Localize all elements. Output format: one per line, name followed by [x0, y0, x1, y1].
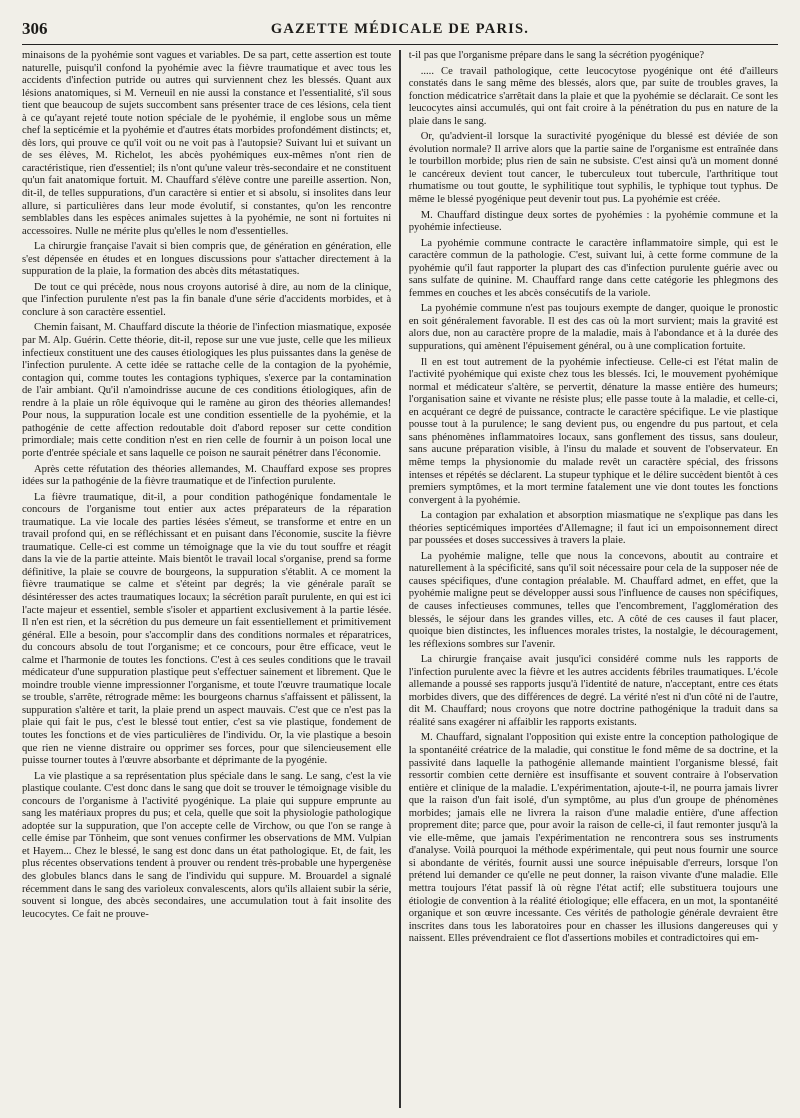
column-divider — [399, 50, 400, 1108]
right-column — [409, 50, 778, 1108]
paragraph: La fièvre traumatique, dit-il, a pour condition pathogénique fondamentale le concours de l'organisme tout entier aux actes préparateurs de la réparation traumatique. La vie locale des parties lésées s'émeut, se transforme et entre en un travail profond qui, en se réfléchissant et en puisant dans l'économie, suscite la fièvre traumatique. Celle-ci est comme un témoignage que la vie du tout souffre et réagit dans la vie de la partie atteinte. Mais bientôt le travail local s'organise, prend sa forme définitive, la plaie se couvre de bourgeons, la suppuration s'établit. A ce moment la fièvre traumatique se calme et s'éteint par degrés; la vie générale paraît se désintéresser des actes traumatiques locaux; la sécrétion paraît purulente, en qui est ici l'acte majeur et essentiel, semble s'isoler et appartient exclusivement à la partie lésée. Il n'en est rien, et la sécrétion du pus demeure un fait essentiellement et primitivement général. Elle a besoin, pour s'accomplir dans des conditions normales et réparatrices, du concours absolu de tout l'organisme; et ce concours, pour être efficace, veut le calme et l'harmonie de toutes les fonctions. C'est à ces seules conditions que le travail médicateur d'une suppuration plastique peut s'effectuer sainement et librement. Que le moindre trouble vienne impressionner l'organisme, et toute l'œuvre traumatique locale se trouble, s'arrête, rétrograde même: les bourgeons charnus s'affaissent et pâlissent, la suppuration s'altère et tarit, la plaie prend un aspect mauvais. C'est que ce n'est pas la plaie qui fait le pus, c'est le blessé tout entier, c'est sa vie plastique, fondement de toutes les fonctions et de vies particulières de l'individu. Or, la vie plastique a besoin que rien ne vienne distraire ou opprimer ses forces, pour que silencieusement elle puisse tourner toutes à l'œuvre absorbante et déprimante de la pyogénie. — [22, 491, 392, 767]
page-header — [22, 14, 778, 45]
paragraph: La pyohémie maligne, telle que nous la concevons, aboutit au contraire et naturellement à la spécificité, sans qu'il soit nécessaire pour cela de la supposer née de causes spécifiques, d'une contagion préalable. M. Chauffard admet, en effet, que la pyohémie maligne peut se développer aussi sous l'influence de causes non spécifiques, de causes infectieuses communes, telles que l'encombrement, l'agglomération des blessés, le séjour dans les grandes villes, etc. A côté de ces causes il faut placer, quoique bien distinctes, les influences morales tristes, la nostalgie, le découragement, les réflexions sombres sur l'avenir. — [408, 550, 778, 650]
paragraph: De tout ce qui précède, nous nous croyons autorisé à dire, au nom de la clinique, que l'infection purulente n'est pas la fin banale d'une série d'accidents morbides, et à conclure à son caractère essentiel. — [22, 281, 392, 318]
paragraph: t-il pas que l'organisme prépare dans le sang la sécrétion pyogénique? — [408, 50, 705, 61]
paragraph: M. Chauffard, signalant l'opposition qui existe entre la conception pathologique de la spontanéité créatrice de la maladie, qui constitue le fond même de sa doctrine, et la passivité dans laquelle la pathogénie allemande maintient l'organisme blessé, fait ressortir combien cette dernière est insuffisante et souvent contraire à l'observation entière et clinique de la maladie. L'expérimentation, ajoute-t-il, ne pourra jamais livrer que la raison d'un fait isolé, d'un symptôme, au plus d'un groupe de phénomènes morbides; jamais elle ne livrera la raison d'une maladie entière, d'une affection proprement dite; parce que, pour avoir la raison de celle-ci, il faut remonter jusqu'à la vie elle-même, que jamais l'expérimentation ne rencontrera sous ses instruments d'analyse. Voilà pourquoi la méthode expérimentale, qui peut nous fournir une source si abondante de vérités, fournit aussi une source inépuisable d'erreurs, lorsque l'on prétend lui demander ce qu'elle ne peut donner, la raison vivante d'une maladie. Elle mettra toujours l'état passif là où règne l'état actif; elle substituera toujours une étiologie de convention à la réalité étiologique; elle effacera, en un mot, la spontanéité organique et son œuvre incessante. Ces vérités de pathologie générale devraient être inscrites dans tous les laboratoires pour en chasser les illusions dangereuses qui y naissent. Elles prévendraient ce flot d'assertions mobiles et contradictoires qui em- — [408, 732, 778, 945]
paragraph: ..... Ce travail pathologique, cette leucocytose pyogénique ont été d'ailleurs constatés dans le sang même des blessés, alors que, par suite de troubles graves, la fonction médicatrice s'arrêtait dans la plaie et que la pyohémie se déclarait. Ce sont les leucocytes ainsi accumulés, qui ont fait croire à la pénétration du pus en nature de la plaie dans le sang. — [408, 65, 778, 127]
paragraph: M. Chauffard distingue deux sortes de pyohémies : la pyohémie commune et la pyohémie infectieuse. — [408, 209, 778, 234]
paragraph: La pyohémie commune n'est pas toujours exempte de danger, quoique le pronostic en soit généralement favorable. Il est des cas où la mort survient; mais la gravité est alors due, non au caractère propre de la maladie, mais à l'abondance et à la durée des suppurations, qui amènent l'épuisement général, ou à une complication fortuite. — [408, 303, 778, 353]
paragraph: La chirurgie française avait jusqu'ici considéré comme nuls les rapports de l'infection purulente avec la fièvre et les autres accidents fébriles traumatiques. L'école allemande a poussé ses rapports jusqu'à l'identité de nature, n'acceptant, entre ces états morbides divers, que des différences de degré. La vérité n'est ni d'un côté ni de l'autre, dit M. Chauffard; nous croyons que notre doctrine pathogénique la traduit dans sa réalité sans exagérer ni affaiblir les rapports existants. — [408, 654, 778, 728]
page-number: 306 — [22, 19, 48, 38]
paragraph: La pyohémie commune contracte le caractère inflammatoire simple, qui est le caractère commun de la pathologie. C'est, suivant lui, à cette forme commune de la pyohémie qu'il faut rapporter la plupart des cas d'infection purulente guérie avec ou sans sulfate de quinine. M. Chauffard range dans cette catégorie les phlegmons des femmes en couches et les abcès consécutifs de la variole. — [408, 237, 778, 299]
paragraph: Chemin faisant, M. Chauffard discute la théorie de l'infection miasmatique, exposée par M. Alp. Guérin. Cette théorie, dit-il, repose sur une vue juste, celle que les milieux infectieux constituent une des causes étiologiques les plus puissantes dans la genèse de l'infection purulente. A cette idée se rattache celle de la contagion de la pyohémie, contagion qui, comme toutes les contagions typhiques, s'exerce par la contamination de l'air ambiant. Qu'il n'amoindrisse aucune de ces conditions étiologiques, afin de rendre à la plaie un rôle équivoque qui le ramène au giron des théories allemandes! Pour nous, la suppuration locale est une condition essentielle de la pyohémie, et la pathogénie de cette affection redoutable doit d'abord reposer sur cette condition primordiale; mais cette condition n'est en rien celle de fournir à un poison local une porte d'entrée spéciale et sans laquelle ce poison ne saurait pénétrer dans l'économie. — [22, 322, 392, 459]
paragraph: La chirurgie française l'avait si bien compris que, de génération en génération, elle s'est dépensée en études et en longues discussions pour s'attacher directement à la suppuration de la plaie, la formation des abcès dits métastatiques. — [22, 241, 392, 278]
paragraph: La contagion par exhalation et absorption miasmatique ne s'explique pas dans les théories septicémiques importées d'Allemagne; il faut ici un empoisonnement direct par poussées et doses successives à travers la plaie. — [408, 510, 778, 547]
journal-title: GAZETTE MÉDICALE DE PARIS. — [270, 20, 530, 37]
left-column — [22, 50, 391, 1108]
paragraph: minaisons de la pyohémie sont vagues et variables. De sa part, cette assertion est toute naturelle, puisqu'il confond la pyohémie avec la fièvre traumatique et avec tous les accidents d'infection putride ou autres qui surviennent chez les blessés. Quant aux lésions anatomiques, si M. Verneuil en nie aussi la constance et l'essentialité, s'il sous tient que beaucoup de sujets succombent sans présenter trace de ces lésions, cela tient à ce qu'ayant rejeté toute notion spéciale de le pyohémie, il englobe sous un même chef la septicémie et la pyohémie et d'autres états morbides profondément distincts; et, dès lors, qui prouve ce qu'il voit ou ne voit pas à l'autopsie? Suivant lui et suivant un de ses élèves, M. Richelot, les abcès pyohémiques eux-mêmes n'ont rien de caractéristique, rien d'essentiel; ils n'ont qu'une valeur très-secondaire et ne constituent qu'un fait anatomique fortuit. M. Chauffard s'élève contre une pareille assertion. Non, dit-il, de telles suppurations, d'un caractère si entier et si absolu, si insolites dans leur allure, si particulières dans leur mode évolutif, si constantes, qu'on les rencontre semblables dans les espèces animales sujettes à la pyohémie, ne sont ni fortuites ni accessoires. Nulle ne mérite plus qu'elles le nom d'essentielles. — [22, 50, 392, 237]
text-columns — [22, 50, 778, 1108]
paragraph: Il en est tout autrement de la pyohémie infectieuse. Celle-ci est l'état malin de l'activité pyohémique qui existe chez tous les blessés. Ici, le mouvement pyohémique normal et médicateur s'altère, se pervertit, dénature la masse entière des humeurs; l'organisation saine et vivante ne résiste plus; elle passe toute à la maladie, et celle-ci, en acquérant ce degré de puissance, contracte le caractère spécifique. Le vie plastique pousse tout à la purulence; le sang devient pus, ou engendre du pus partout, et cela sans phénomènes inflammatoires locaux, sans gonflement des tissus, sans douleur, sans aucune préparation visible, à l'insu du malade et souvent de l'observateur. En même temps la physionomie du malade revêt un caractère spécial, des frissons intenses et répétés se déclarent. La stupeur typhique et le délire succèdent bientôt à ces premiers symptômes, et la mort termine fatalement une vie dont toutes les fonctions convergent à la pyohémie. — [408, 356, 778, 506]
paragraph: La vie plastique a sa représentation plus spéciale dans le sang. Le sang, c'est la vie plastique coulante. C'est donc dans le sang que doit se trouver le témoignage visible du concours de l'organisme à l'activité pyogénique. La plaie qui suppure emprunte au sang les matériaux propres du pus; et cela, quelle que soit la physiologie pathologique adoptée sur la suppuration, que l'on accepte celle de Virchow, ou que l'on se range à celle émise par Tönheim, que sont venues confirmer les observations de MM. Vulpian et Hayem... Chez le blessé, le sang est donc dans un état pathologique. Et, de fait, les plus récentes observations tendent à prouver ou rendent très-probable une hypergenèse des globules blancs dans le sang de l'individu qui suppure. M. Brouardel a signalé récemment dans le sang des varioleux convalescents, alors qu'ils allaient subir la série, souvent si longue, des abcès secondaires, une accumulation tout à fait insolite des leucocytes. Ce fait ne prouve- — [22, 770, 392, 920]
paragraph: Après cette réfutation des théories allemandes, M. Chauffard expose ses propres idées sur la pathogénie de la fièvre traumatique et de l'infection purulente. — [22, 463, 392, 488]
paragraph: Or, qu'advient-il lorsque la suractivité pyogénique du blessé est déviée de son évolution normale? Il arrive alors que la partie saine de l'organisme est entraînée dans le tourbillon morbide; plus rien de sain ne subsiste. C'est ainsi qu'à un moment donné le cancéreux devient tout cancer, le tuberculeux tout tubercule, l'arthritique tout rhumatisme ou tout goutte, le syphilitique tout syphilis, le typhique tout typhus. De même le blessé pyogénique peut devenir tout pus. La pyohémie est créée. — [408, 131, 778, 206]
